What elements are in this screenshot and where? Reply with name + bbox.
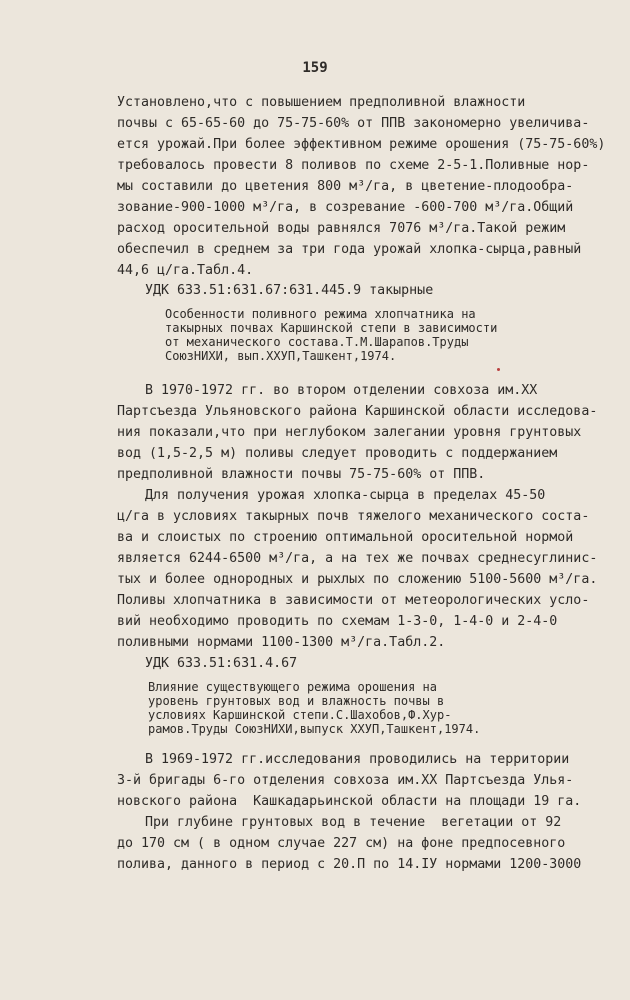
reference-line: рамов.Труды СоюзНИХИ,выпуск XXУП,Ташкент,1974.: [148, 722, 481, 736]
text-line: Установлено,что с повышением предполивной влажности: [117, 95, 526, 110]
text-line: В 1970-1972 гг. во втором отделении совхоза им.XX: [145, 383, 538, 398]
text-line: полива, данного в период с 20.П по 14.IУ нормами 1200-3000: [117, 857, 582, 872]
text-line: требовалось провести 8 поливов по схеме 2-5-1.Поливные нор-: [117, 158, 590, 173]
text-line: является 6244-6500 м³/га, а на тех же почвах среднесуглинис-: [117, 551, 598, 566]
reference-line: условиях Каршинской степи.С.Шахобов,Ф.Хур-: [148, 708, 452, 722]
text-line: 3-й бригады 6-го отделения совхоза им.XX Партсъезда Улья-: [117, 773, 574, 788]
udk-code: УДК 633.51:631.4.67: [145, 656, 298, 671]
text-line: вий необходимо проводить по схемам 1-3-0, 1-4-0 и 2-4-0: [117, 614, 558, 629]
text-line: расход оросительной воды равнялся 7076 м³/га.Такой режим: [117, 221, 566, 236]
udk-code: УДК 633.51:631.67:631.445.9 такырные: [145, 283, 434, 298]
text-line: вод (1,5-2,5 м) поливы следует проводить с поддержанием: [117, 446, 558, 461]
text-line: Партсъезда Ульяновского района Каршинской области исследова-: [117, 404, 598, 419]
text-line: мы составили до цветения 800 м³/га, в цветение-плодообра-: [117, 179, 574, 194]
text-line: ва и слоистых по строению оптимальной оросительной нормой: [117, 530, 574, 545]
text-line: ц/га в условиях такырных почв тяжелого механического соста-: [117, 509, 590, 524]
text-line: предполивной влажности почвы 75-75-60% от ППВ.: [117, 467, 486, 482]
reference-line: Влияние существующего режима орошения на: [148, 680, 437, 694]
text-line: тых и более однородных и рыхлых по сложению 5100-5600 м³/га.: [117, 572, 598, 587]
text-line: В 1969-1972 гг.исследования проводились на территории: [145, 752, 570, 767]
page-number: 159: [302, 60, 328, 76]
text-line: новского района Кашкадарьинской области на площади 19 га.: [117, 794, 582, 809]
reference-line: СоюзНИХИ, вып.XXУП,Ташкент,1974.: [165, 349, 397, 363]
text-line: обеспечил в среднем за три года урожай хлопка-сырца,равный: [117, 242, 582, 257]
text-line: Поливы хлопчатника в зависимости от метеорологических усло-: [117, 593, 590, 608]
reference-line: уровень грунтовых вод и влажность почвы в: [148, 694, 445, 708]
text-line: При глубине грунтовых вод в течение вегетации от 92: [145, 815, 562, 830]
reference-line: от механического состава.Т.М.Шарапов.Труды: [165, 335, 469, 349]
reference-line: Особенности поливного режима хлопчатника на: [165, 307, 476, 321]
text-line: Для получения урожая хлопка-сырца в пределах 45-50: [145, 488, 546, 503]
text-line: зование-900-1000 м³/га, в созревание -600-700 м³/га.Общий: [117, 200, 574, 215]
text-line: 44,6 ц/га.Табл.4.: [117, 263, 254, 278]
reference-line: такырных почвах Каршинской степи в зависимости: [165, 321, 498, 335]
ink-spot: [497, 368, 500, 371]
text-line: ния показали,что при неглубоком залегании уровня грунтовых: [117, 425, 582, 440]
text-line: почвы с 65-65-60 до 75-75-60% от ППВ закономерно увеличива-: [117, 116, 590, 131]
text-line: ется урожай.При более эффективном режиме орошения (75-75-60%): [117, 137, 606, 152]
text-line: до 170 см ( в одном случае 227 см) на фоне предпосевного: [117, 836, 566, 851]
text-line: поливными нормами 1100-1300 м³/га.Табл.2.: [117, 635, 446, 650]
